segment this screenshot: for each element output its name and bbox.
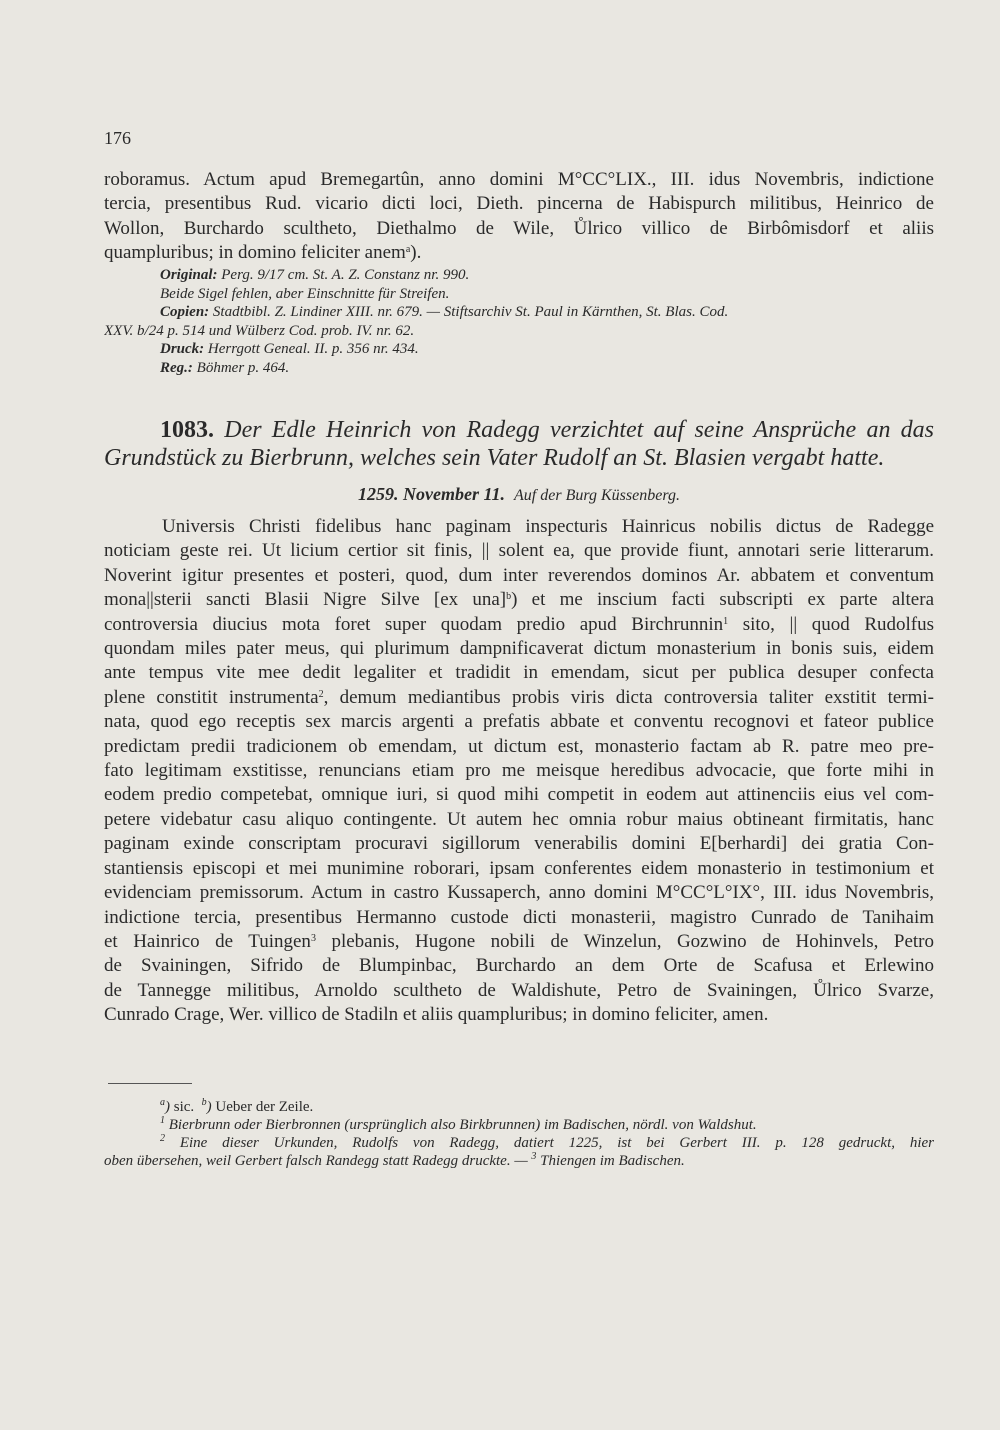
entry-title-line: Grundstück zu Bierbrunn, welches sein Vater Rudolf an St. Blasien vergabt hatte. bbox=[104, 445, 885, 471]
footnote-1: $^1$ Bierbrunn oder Bierbronnen (ursprünglich also Birkbrunnen) im Badischen, nördl. von Waldshut. bbox=[160, 1116, 757, 1133]
text-line: roboramus. Actum apud Bremegartûn, anno domini M°CC°LIX., III. idus Novembris, indictione bbox=[104, 169, 934, 190]
footnote-2: $^2$ Eine dieser Urkunden, Rudolfs von Radegg, datiert 1225, ist bei Gerbert III. p. 128 gedruckt, hier bbox=[160, 1134, 934, 1151]
source-apparatus bbox=[104, 266, 934, 377]
text-line: fato legitimam exstitisse, renuncians etiam pro me meisque heredibus advocacie, que forte mihi in bbox=[104, 760, 934, 782]
original-line: Original: Perg. 9/17 cm. St. A. Z. Constanz nr. 990. bbox=[160, 267, 470, 283]
text-line: de Tannegge militibus, Arnoldo scultheto de Waldishute, Petro de Svainingen, Ůlrico Svarze, bbox=[104, 979, 934, 1001]
text-line: stantiensis episcopi et mei munimine roborari, ipsam conferentes eidem monasterio in testimonium et bbox=[104, 857, 934, 879]
text-line: de Svainingen, Sifrido de Blumpinbac, Burchardo an dem Orte de Scafusa et Erlewino bbox=[104, 955, 934, 977]
footnote-2-continued: oben übersehen, weil Gerbert falsch Randegg statt Radegg druckte. — $^3$ Thiengen im Badischen. bbox=[104, 1152, 685, 1169]
entry-title-line: 1083. Der Edle Heinrich von Radegg verzichtet auf seine Ansprüche an das bbox=[160, 417, 934, 443]
text-line: plene constitit instrumenta$^2$, demum mediantibus probis viris dicta controversia taliter exstitit termi- bbox=[104, 686, 934, 708]
entry-heading bbox=[104, 416, 934, 472]
text-line: mona||sterii sancti Blasii Nigre Silve [ex una]$^b$) et me inscium facti subscripti ex parte altera bbox=[104, 589, 934, 611]
date-text: 1259. November 11. bbox=[358, 484, 506, 504]
footnote-mark: a bbox=[405, 244, 411, 256]
entry-number: 1083. bbox=[160, 417, 214, 443]
text-line: petere videbatur casu aliquo contingente. Ut autem hec omnia robur maius obtineant firmitatis, hanc bbox=[104, 808, 934, 830]
text-line: predictam predii tradicionem ob emendam, ut dictum est, monasterio factam ab R. patre meo pre- bbox=[104, 735, 934, 757]
charter-body bbox=[104, 515, 934, 1028]
copien-line-continued: XXV. b/24 p. 514 und Wülberz Cod. prob. IV. nr. 62. bbox=[104, 322, 415, 339]
text-line: nata, quod ego receptis sex marcis argenti a prefatis abbate et conventu recognovi et fateor publice bbox=[104, 711, 934, 733]
text-line: paginam exinde conscriptam procuravi sigillorum venerabilis domini E[berhardi] dei gratia Con- bbox=[104, 833, 934, 855]
previous-document-closing bbox=[104, 168, 934, 266]
text-line: Cunrado Crage, Wer. villico de Stadiln et aliis quampluribus; in domino feliciter, amen. bbox=[104, 1004, 769, 1026]
text-line: tercia, presentibus Rud. vicario dicti loci, Dieth. pincerna de Habispurch militibus, Heinrico de bbox=[104, 193, 934, 215]
text-line: noticiam geste rei. Ut licium certior sit finis, || solent ea, que provide fiunt, annotari serie litterarum. bbox=[104, 540, 934, 562]
footnotes bbox=[104, 1098, 934, 1170]
text-line: eodem predio competebat, omnique iuri, si quod mihi competit in eodem aut attinenciis eius vel com- bbox=[104, 784, 934, 806]
text-line: quondam miles pater meus, qui plurimum dampnificaverat dictum monasterium in bonis suis, eidem bbox=[104, 638, 934, 660]
entry-date bbox=[104, 484, 934, 505]
text-line: controversia diucius mota foret super quodam predio apud Birchrunnin$^1$ sito, || quod Rudolfus bbox=[104, 613, 934, 635]
text-line: quampluribus; in domino feliciter anem$^a$). bbox=[104, 242, 422, 264]
footnote-a: $^a$) sic. $^b$) Ueber der Zeile. bbox=[160, 1098, 314, 1115]
text-line: ante tempus vite mee dedit legaliter et tradidit in emendam, sicut per publica desuper confecta bbox=[104, 662, 934, 684]
text-line: indictione tercia, presentibus Hermanno custode dicti monasterii, magistro Cunrado de Tanihaim bbox=[104, 906, 934, 928]
text-line: evidenciam premissorum. Actum in castro Kussaperch, anno domini M°CC°L°IX°, III. idus Novembris, bbox=[104, 882, 934, 904]
text-line: Noverint igitur presentes et posteri, quod, dum inter reverendos dominos Ar. abbatem et conventum bbox=[104, 564, 934, 586]
text-line: Wollon, Burchardo scultheto, Diethalmo de Wile, Ůlrico villico de Birbômisdorf et aliis bbox=[104, 217, 934, 239]
reg-line: Reg.: Böhmer p. 464. bbox=[160, 359, 290, 376]
copien-line: Copien: Stadtbibl. Z. Lindiner XIII. nr. 679. — Stiftsarchiv St. Paul in Kärnthen, St. Blas. Cod. bbox=[160, 304, 729, 320]
text-line: et Hainrico de Tuingen$^3$ plebanis, Hugone nobili de Winzelun, Gozwino de Hohinvels, Petro bbox=[104, 930, 934, 952]
seal-note: Beide Sigel fehlen, aber Einschnitte für Streifen. bbox=[160, 285, 450, 302]
druck-line: Druck: Herrgott Geneal. II. p. 356 nr. 434. bbox=[160, 341, 419, 357]
text-line: Universis Christi fidelibus hanc paginam inspecturis Hainricus nobilis dictus de Radegge bbox=[162, 516, 934, 537]
page-number: 176 bbox=[104, 128, 131, 148]
place-text: Auf der Burg Küssenberg. bbox=[514, 487, 680, 504]
footnote-divider bbox=[108, 1083, 192, 1084]
